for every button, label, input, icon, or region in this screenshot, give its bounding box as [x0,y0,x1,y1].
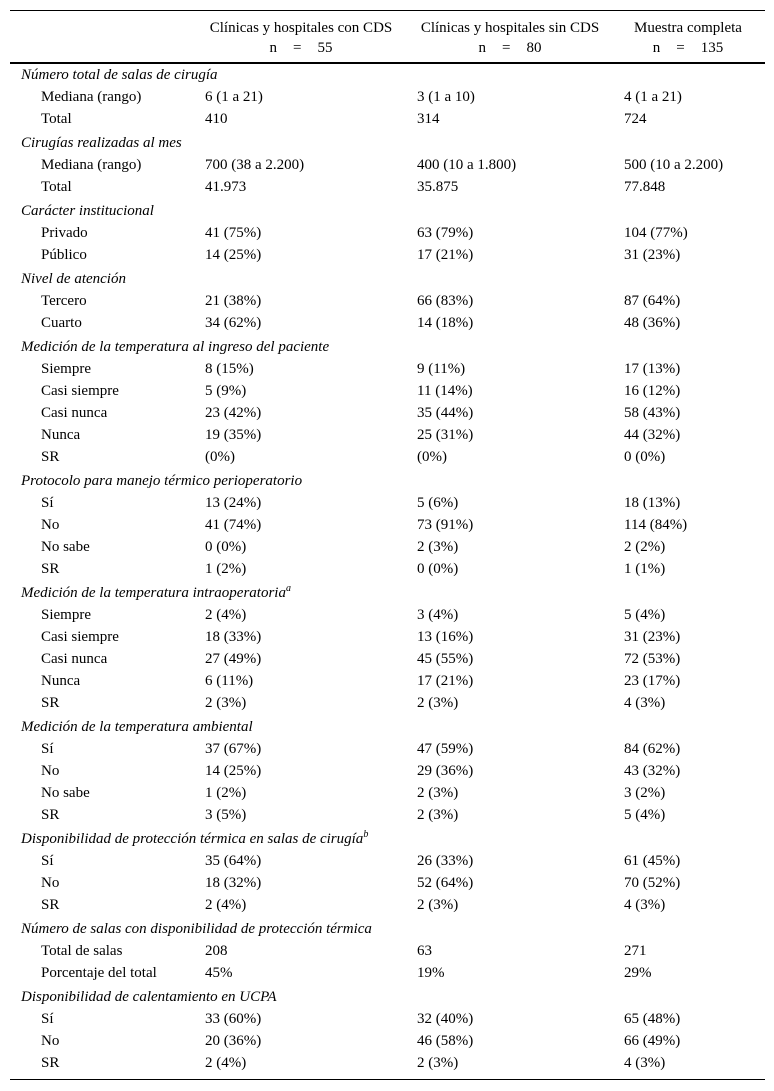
cell-con-cds: 410 [205,111,228,127]
cell-con-cds: 18 (32%) [205,875,262,891]
cell-sin-cds: 17 (21%) [417,247,474,263]
column-header-n-value: 135 [700,40,724,56]
cell-con-cds: 700 (38 a 2.200) [205,157,305,173]
section-label [21,986,277,1008]
table-row [0,940,774,962]
row-label [41,402,107,424]
cell-muestra-completa: 1 (1%) [624,561,666,577]
section-label [21,470,302,492]
section-header-row [0,470,774,492]
cell-sin-cds: 13 (16%) [417,629,474,645]
label-text: Mediana (rango) [41,157,142,173]
cell-sin-cds: 9 (11%) [417,361,466,377]
column-header-n-label: n [478,40,487,56]
label-text: Disponibilidad de protección térmica en salas de cirugía [21,831,364,847]
row-label [41,1008,54,1030]
table-row [0,804,774,826]
table-row [0,446,774,468]
cell-con-cds: 5 (9%) [205,383,247,399]
column-header-n-label: n [652,40,661,56]
cell-sin-cds: 63 (79%) [417,225,474,241]
table-top-rule [10,10,765,11]
cell-muestra-completa: 87 (64%) [624,293,681,309]
cell-muestra-completa: 44 (32%) [624,427,681,443]
table-row [0,894,774,916]
row-label [41,446,59,468]
row-label [41,648,107,670]
table-row [0,492,774,514]
cell-con-cds: 1 (2%) [205,561,247,577]
cell-sin-cds: 2 (3%) [417,695,459,711]
label-text: No [41,763,60,779]
row-label [41,940,122,962]
cell-sin-cds: 25 (31%) [417,427,474,443]
table-row [0,176,774,198]
label-text: Número de salas con disponibilidad de protección térmica [21,921,372,937]
cell-sin-cds: 32 (40%) [417,1011,474,1027]
table-row [0,782,774,804]
cell-con-cds: 1 (2%) [205,785,247,801]
table-row [0,604,774,626]
cell-sin-cds: 66 (83%) [417,293,474,309]
cell-con-cds: 14 (25%) [205,247,262,263]
cell-sin-cds: 35 (44%) [417,405,474,421]
column-header-n-value: 80 [526,40,542,56]
label-text: Total de salas [41,943,123,959]
label-text: Nivel de atención [21,271,126,287]
label-text: SR [41,695,60,711]
column-header-equals: = [676,40,685,56]
section-label [21,716,253,738]
row-label [41,492,54,514]
label-text: Protocolo para manejo térmico perioperatorio [21,473,303,489]
cell-muestra-completa: 70 (52%) [624,875,681,891]
cell-muestra-completa: 58 (43%) [624,405,681,421]
label-text: SR [41,561,60,577]
cell-sin-cds: (0%) [417,449,447,465]
cell-muestra-completa: 61 (45%) [624,853,681,869]
cell-sin-cds: 2 (3%) [417,785,459,801]
cell-muestra-completa: 17 (13%) [624,361,681,377]
column-header-n-value: 55 [317,40,333,56]
column-header-muestra-completa [628,18,748,58]
cell-con-cds: 208 [205,943,228,959]
row-label [41,604,91,626]
section-header-row [0,716,774,738]
row-label [41,108,72,130]
label-text: No [41,1033,60,1049]
cell-con-cds: 2 (4%) [205,1055,247,1071]
cell-muestra-completa: 4 (3%) [624,695,666,711]
section-label [21,918,372,940]
row-label [41,358,91,380]
section-header-row [0,132,774,154]
cell-muestra-completa: 500 (10 a 2.200) [624,157,724,173]
cell-muestra-completa: 23 (17%) [624,673,681,689]
table-row [0,738,774,760]
table-row [0,290,774,312]
label-text: Siempre [41,607,91,623]
label-text: SR [41,1055,60,1071]
table-body [0,64,774,1074]
section-header-row [0,200,774,222]
cell-sin-cds: 17 (21%) [417,673,474,689]
label-text: Total [41,179,72,195]
row-label [41,424,80,446]
cell-con-cds: 0 (0%) [205,539,247,555]
cell-muestra-completa: 5 (4%) [624,807,666,823]
label-text: Medición de la temperatura al ingreso del paciente [21,339,330,355]
cell-sin-cds: 314 [417,111,440,127]
section-header-row [0,582,774,604]
cell-con-cds: 14 (25%) [205,763,262,779]
cell-sin-cds: 46 (58%) [417,1033,474,1049]
table-row [0,558,774,580]
label-text: Número total de salas de cirugía [21,67,218,83]
cell-muestra-completa: 66 (49%) [624,1033,681,1049]
table-row [0,424,774,446]
label-text: Privado [41,225,88,241]
row-label [41,1030,59,1052]
label-text: Medición de la temperatura ambiental [21,719,253,735]
cell-muestra-completa: 65 (48%) [624,1011,681,1027]
table-row [0,222,774,244]
column-header-sin-cds [414,18,606,58]
column-header-title: Clínicas y hospitales sin CDS [420,20,600,36]
cell-muestra-completa: 104 (77%) [624,225,688,241]
row-label [41,692,59,714]
label-text: Cuarto [41,315,82,331]
row-label [41,850,54,872]
label-text: Sí [41,853,54,869]
row-label [41,222,88,244]
label-text: Cirugías realizadas al mes [21,135,182,151]
row-label [41,558,59,580]
label-text: Medición de la temperatura intraoperatoria [21,585,286,601]
cell-muestra-completa: 4 (3%) [624,1055,666,1071]
row-label [41,154,141,176]
row-label [41,894,59,916]
row-label [41,626,119,648]
row-label [41,514,59,536]
cell-con-cds: 37 (67%) [205,741,262,757]
table-row [0,154,774,176]
cell-sin-cds: 14 (18%) [417,315,474,331]
cell-sin-cds: 2 (3%) [417,897,459,913]
cell-muestra-completa: 0 (0%) [624,449,666,465]
cell-con-cds: 8 (15%) [205,361,254,377]
label-text: Sí [41,1011,54,1027]
label-text: Casi nunca [41,405,108,421]
row-label [41,760,59,782]
cell-sin-cds: 19% [417,965,445,981]
table-row [0,670,774,692]
cell-sin-cds: 3 (1 a 10) [417,89,475,105]
cell-sin-cds: 2 (3%) [417,807,459,823]
table-row [0,626,774,648]
cell-sin-cds: 11 (14%) [417,383,473,399]
column-header-equals: = [502,40,511,56]
table-row [0,692,774,714]
section-label [21,132,182,154]
row-label [41,1052,59,1074]
label-text: Carácter institucional [21,203,154,219]
table-row [0,312,774,334]
column-header-n-label: n [269,40,278,56]
cell-muestra-completa: 4 (1 a 21) [624,89,682,105]
table-row [0,648,774,670]
row-label [41,804,59,826]
cell-con-cds: 21 (38%) [205,293,262,309]
cell-con-cds: 41 (74%) [205,517,262,533]
cell-sin-cds: 2 (3%) [417,539,459,555]
cell-sin-cds: 2 (3%) [417,1055,459,1071]
cell-con-cds: 2 (3%) [205,695,247,711]
cell-muestra-completa: 5 (4%) [624,607,666,623]
cell-con-cds: 27 (49%) [205,651,262,667]
row-label [41,176,72,198]
label-text: No sabe [41,785,90,801]
section-label [21,268,126,290]
section-label [21,828,368,850]
cell-sin-cds: 63 [417,943,432,959]
table-row [0,108,774,130]
label-text: No [41,517,60,533]
section-label [21,336,329,358]
cell-con-cds: 6 (1 a 21) [205,89,263,105]
cell-muestra-completa: 29% [624,965,652,981]
cell-sin-cds: 47 (59%) [417,741,474,757]
cell-con-cds: 41.973 [205,179,247,195]
section-label [21,200,154,222]
table-row [0,962,774,984]
cell-muestra-completa: 84 (62%) [624,741,681,757]
label-text: No [41,875,60,891]
section-label [21,64,218,86]
table-row [0,380,774,402]
label-text: Porcentaje del total [41,965,157,981]
cell-con-cds: 19 (35%) [205,427,262,443]
section-header-row [0,336,774,358]
column-header-title: Muestra completa [634,20,742,36]
cell-con-cds: 2 (4%) [205,607,247,623]
cell-muestra-completa: 2 (2%) [624,539,666,555]
cell-muestra-completa: 18 (13%) [624,495,681,511]
column-header-con-cds [203,18,399,58]
label-text: Total [41,111,72,127]
label-text: Nunca [41,673,81,689]
table-row [0,514,774,536]
cell-muestra-completa: 724 [624,111,647,127]
label-text: Sí [41,495,54,511]
cell-con-cds: 35 (64%) [205,853,262,869]
footnote-marker: b [363,829,369,840]
cell-sin-cds: 52 (64%) [417,875,474,891]
cell-con-cds: (0%) [205,449,235,465]
label-text: SR [41,897,60,913]
section-label [21,582,291,604]
cell-sin-cds: 5 (6%) [417,495,459,511]
label-text: Casi siempre [41,629,119,645]
cell-muestra-completa: 3 (2%) [624,785,666,801]
row-label [41,290,87,312]
label-text: Siempre [41,361,91,377]
table-row [0,536,774,558]
cell-con-cds: 3 (5%) [205,807,247,823]
table-row [0,1008,774,1030]
cell-sin-cds: 29 (36%) [417,763,474,779]
column-header-equals: = [293,40,302,56]
label-text: Público [41,247,87,263]
label-text: SR [41,807,60,823]
cell-sin-cds: 45 (55%) [417,651,474,667]
cell-con-cds: 20 (36%) [205,1033,262,1049]
cell-muestra-completa: 43 (32%) [624,763,681,779]
row-label [41,536,90,558]
table-row [0,1052,774,1074]
cell-sin-cds: 3 (4%) [417,607,459,623]
table-row [0,872,774,894]
section-header-row [0,918,774,940]
cell-con-cds: 13 (24%) [205,495,262,511]
cell-con-cds: 45% [205,965,233,981]
row-label [41,872,59,894]
label-text: Tercero [41,293,87,309]
cell-sin-cds: 35.875 [417,179,459,195]
label-text: Disponibilidad de calentamiento en UCPA [21,989,277,1005]
table-row [0,402,774,424]
table-row [0,1030,774,1052]
cell-con-cds: 18 (33%) [205,629,262,645]
section-header-row [0,268,774,290]
row-label [41,86,141,108]
table-row [0,850,774,872]
row-label [41,782,90,804]
cell-muestra-completa: 271 [624,943,647,959]
cell-con-cds: 23 (42%) [205,405,262,421]
cell-muestra-completa: 114 (84%) [624,517,688,533]
cell-muestra-completa: 16 (12%) [624,383,681,399]
cell-muestra-completa: 4 (3%) [624,897,666,913]
row-label [41,380,119,402]
label-text: Mediana (rango) [41,89,142,105]
label-text: SR [41,449,60,465]
table-bottom-rule [10,1079,765,1080]
row-label [41,244,87,266]
cell-sin-cds: 0 (0%) [417,561,459,577]
footnote-marker: a [285,583,291,594]
table-row [0,358,774,380]
cell-con-cds: 34 (62%) [205,315,262,331]
label-text: No sabe [41,539,90,555]
table-row [0,86,774,108]
cell-con-cds: 41 (75%) [205,225,262,241]
cell-muestra-completa: 72 (53%) [624,651,681,667]
table-row [0,760,774,782]
cell-sin-cds: 26 (33%) [417,853,474,869]
row-label [41,670,80,692]
cell-con-cds: 33 (60%) [205,1011,262,1027]
column-header-title: Clínicas y hospitales con CDS [209,20,393,36]
cell-muestra-completa: 77.848 [624,179,666,195]
table-row [0,244,774,266]
cell-muestra-completa: 31 (23%) [624,247,681,263]
cell-sin-cds: 400 (10 a 1.800) [417,157,517,173]
row-label [41,962,157,984]
label-text: Sí [41,741,54,757]
cell-muestra-completa: 31 (23%) [624,629,681,645]
label-text: Casi nunca [41,651,108,667]
section-header-row [0,986,774,1008]
cell-con-cds: 6 (11%) [205,673,254,689]
cell-con-cds: 2 (4%) [205,897,247,913]
cell-muestra-completa: 48 (36%) [624,315,681,331]
section-header-row [0,828,774,850]
cell-sin-cds: 73 (91%) [417,517,474,533]
section-header-row [0,64,774,86]
row-label [41,312,82,334]
row-label [41,738,54,760]
label-text: Nunca [41,427,81,443]
label-text: Casi siempre [41,383,119,399]
